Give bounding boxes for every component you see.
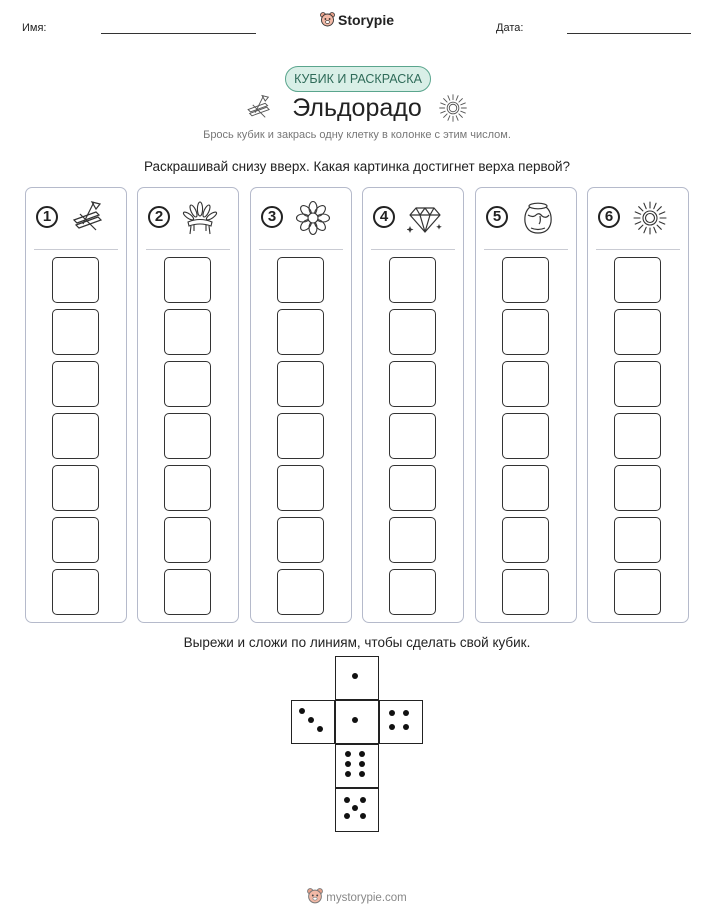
coloring-cell[interactable] (277, 361, 324, 407)
coloring-cell[interactable] (389, 361, 436, 407)
coloring-cell[interactable] (502, 465, 549, 511)
coloring-cell[interactable] (502, 361, 549, 407)
column-divider (371, 249, 455, 250)
die-pip (345, 771, 351, 777)
die-pip (389, 710, 395, 716)
column-3 (250, 187, 352, 623)
coloring-cell[interactable] (164, 361, 211, 407)
feather-headdress-icon (182, 200, 218, 236)
column-4 (362, 187, 464, 623)
column-2 (137, 187, 239, 623)
footer (0, 888, 714, 908)
coloring-cell[interactable] (277, 517, 324, 563)
coloring-cell[interactable] (164, 569, 211, 615)
column-number: 1 (36, 206, 58, 228)
cut-instruction: Вырежи и сложи по линиям, чтобы сделать свой кубик. (183, 635, 531, 650)
coloring-cell[interactable] (164, 257, 211, 303)
column-number: 3 (261, 206, 283, 228)
coloring-cell[interactable] (614, 413, 661, 459)
coloring-cell[interactable] (389, 413, 436, 459)
coloring-cell[interactable] (52, 465, 99, 511)
die-face-three (291, 700, 335, 744)
column-number: 2 (148, 206, 170, 228)
flower-icon (295, 200, 331, 236)
die-pip (360, 813, 366, 819)
die-pip (344, 797, 350, 803)
date-line (567, 33, 691, 34)
column-divider (34, 249, 118, 250)
name-label: Имя: (22, 22, 47, 34)
die-pip (352, 673, 358, 679)
die-pip (308, 717, 314, 723)
coloring-cell[interactable] (614, 257, 661, 303)
sun-icon (438, 93, 468, 123)
die-pip (403, 710, 409, 716)
column-divider (596, 249, 680, 250)
coloring-cell[interactable] (277, 257, 324, 303)
pot-icon (520, 200, 556, 236)
logo-text: Storypie (337, 12, 394, 28)
die-face-one (335, 700, 379, 744)
die-pip (389, 724, 395, 730)
coloring-cell[interactable] (389, 517, 436, 563)
coloring-cell[interactable] (52, 569, 99, 615)
coloring-cell[interactable] (502, 257, 549, 303)
date-label: Дата: (496, 22, 524, 34)
column-divider (484, 249, 568, 250)
coloring-cell[interactable] (277, 309, 324, 355)
coloring-cell[interactable] (164, 465, 211, 511)
column-5 (475, 187, 577, 623)
coloring-cell[interactable] (502, 569, 549, 615)
column-number: 6 (598, 206, 620, 228)
sun-icon (632, 200, 668, 236)
bear-logo-icon (320, 12, 335, 31)
coloring-cell[interactable] (277, 465, 324, 511)
die-pip (345, 751, 351, 757)
category-badge: КУБИК И РАСКРАСКА (285, 66, 431, 92)
die-pip (403, 724, 409, 730)
die-pip (299, 708, 305, 714)
coloring-cell[interactable] (614, 309, 661, 355)
column-divider (146, 249, 230, 250)
coloring-cell[interactable] (502, 413, 549, 459)
name-line (101, 33, 256, 34)
die-face-one (335, 656, 379, 700)
die-face-five (335, 788, 379, 832)
coloring-cell[interactable] (164, 517, 211, 563)
coloring-cell[interactable] (614, 569, 661, 615)
logo (0, 12, 714, 31)
coloring-cell[interactable] (502, 517, 549, 563)
page-title: Эльдорадо (292, 94, 422, 122)
coloring-cell[interactable] (277, 569, 324, 615)
subtitle: Брось кубик и закрась одну клетку в колонке с этим числом. (203, 129, 511, 141)
coloring-cell[interactable] (389, 569, 436, 615)
coloring-cell[interactable] (164, 309, 211, 355)
column-number: 4 (373, 206, 395, 228)
coloring-cell[interactable] (52, 309, 99, 355)
die-face-four (379, 700, 423, 744)
column-divider (259, 249, 343, 250)
coloring-cell[interactable] (502, 309, 549, 355)
raft-icon (70, 200, 106, 236)
footer-link[interactable]: mystorypie.com (326, 892, 407, 904)
coloring-cell[interactable] (389, 465, 436, 511)
die-pip (359, 771, 365, 777)
die-face-six (335, 744, 379, 788)
coloring-cell[interactable] (52, 257, 99, 303)
coloring-cell[interactable] (614, 361, 661, 407)
coloring-cell[interactable] (52, 361, 99, 407)
die-pip (345, 761, 351, 767)
die-pip (360, 797, 366, 803)
die-pip (344, 813, 350, 819)
coloring-cell[interactable] (614, 517, 661, 563)
bear-logo-icon (307, 888, 323, 908)
die-pip (359, 751, 365, 757)
column-1 (25, 187, 127, 623)
coloring-cell[interactable] (52, 517, 99, 563)
die-pip (352, 717, 358, 723)
instruction: Раскрашивай снизу вверх. Какая картинка достигнет верха первой? (143, 159, 571, 174)
column-number: 5 (486, 206, 508, 228)
coloring-cell[interactable] (52, 413, 99, 459)
coloring-cell[interactable] (277, 413, 324, 459)
coloring-cell[interactable] (164, 413, 211, 459)
die-pip (317, 726, 323, 732)
column-6 (587, 187, 689, 623)
die-pip (352, 805, 358, 811)
coloring-cell[interactable] (389, 257, 436, 303)
diamond-icon (407, 200, 443, 236)
die-pip (359, 761, 365, 767)
coloring-cell[interactable] (389, 309, 436, 355)
coloring-cell[interactable] (614, 465, 661, 511)
